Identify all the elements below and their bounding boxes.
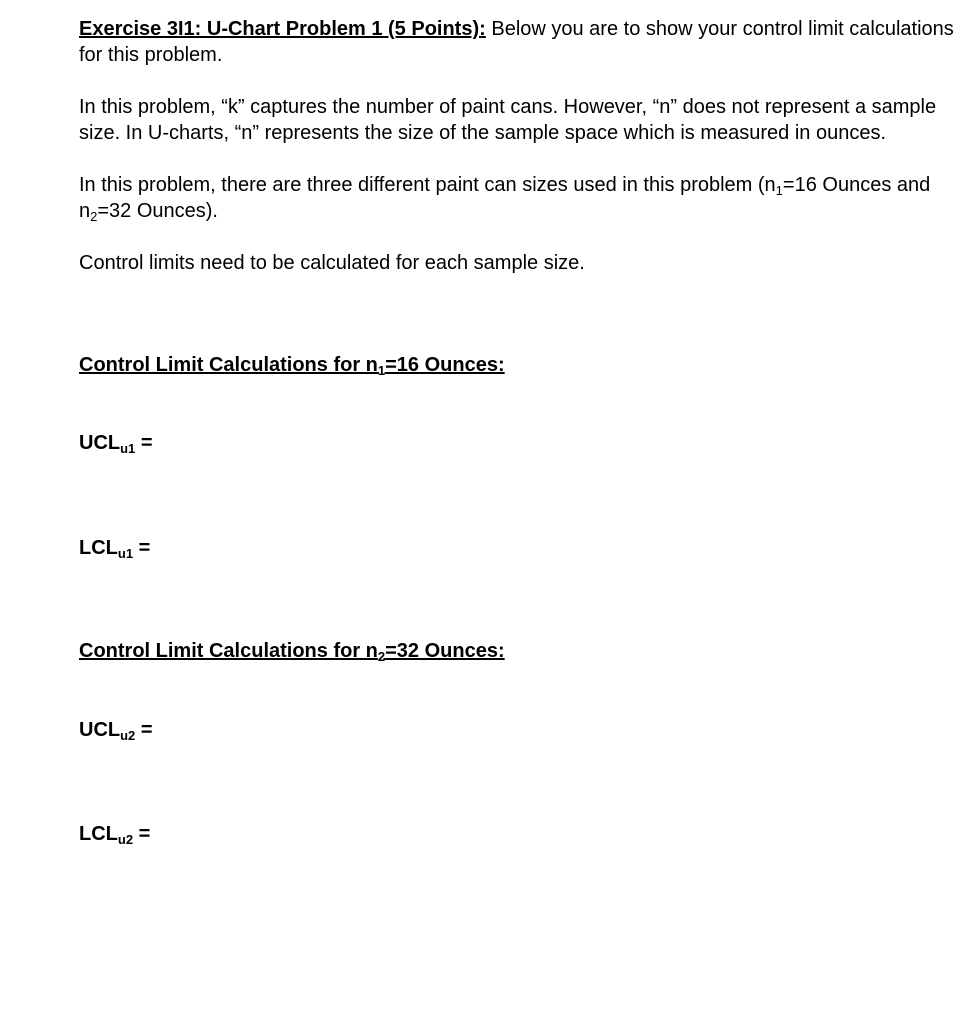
ucl-u1-formula: [79, 430, 153, 456]
section-heading-n1-sub: 1: [377, 363, 386, 378]
lcl-u2-equals: =: [133, 823, 151, 845]
lcl-u2-formula: [79, 821, 150, 847]
exercise-title-tail: Below you are to show your control limit calculations for this problem.: [79, 18, 954, 66]
paragraph-can-sizes: [79, 172, 959, 224]
lcl-u2-sub: u2: [117, 832, 134, 847]
section-heading-n2-sub: 2: [377, 649, 386, 664]
ucl-u1-sub: u1: [120, 441, 136, 456]
exercise-title: Exercise 3I1: U-Chart Problem 1 (5 Points):: [79, 18, 486, 40]
section-heading-n2: [79, 638, 505, 664]
paragraph-can-sizes-part-a: In this problem, there are three different paint can sizes used in this problem (n: [79, 174, 776, 196]
paragraph-control-limits: Control limits need to be calculated for each sample size.: [79, 252, 585, 274]
paragraph-can-sizes-part-b: =16 Ounces and n: [79, 174, 931, 222]
section-heading-n2-text-b: =32 Ounces:: [385, 640, 505, 662]
section-heading-n2-text-a: Control Limit Calculations for n: [79, 640, 378, 662]
ucl-u2-equals: =: [135, 719, 153, 741]
exercise-intro: [79, 16, 959, 68]
section-heading-n1-text-b: =16 Ounces:: [385, 354, 505, 376]
section-heading-n1-text-a: Control Limit Calculations for n: [79, 354, 378, 376]
subscript-2: 2: [90, 209, 98, 224]
paragraph-k-and-n: In this problem, “k” captures the number of paint cans. However, “n” does not represent a sample size. In U-charts, “n” represents the size of the sample space which is measured in ounces.: [79, 96, 937, 144]
lcl-u1-equals: =: [133, 537, 151, 559]
lcl-u1-formula: [79, 535, 150, 561]
ucl-u2-formula: [79, 717, 153, 743]
ucl-u1-equals: =: [135, 432, 153, 454]
ucl-u2-label: UCL: [79, 719, 121, 741]
ucl-u2-sub: u2: [120, 728, 136, 743]
subscript-1: 1: [775, 183, 783, 198]
lcl-u2-label: LCL: [79, 823, 118, 845]
document-page: [79, 16, 959, 847]
ucl-u1-label: UCL: [79, 432, 121, 454]
section-heading-n1: [79, 352, 505, 378]
lcl-u1-sub: u1: [117, 546, 134, 561]
paragraph-can-sizes-part-c: =32 Ounces).: [97, 200, 218, 222]
lcl-u1-label: LCL: [79, 537, 118, 559]
